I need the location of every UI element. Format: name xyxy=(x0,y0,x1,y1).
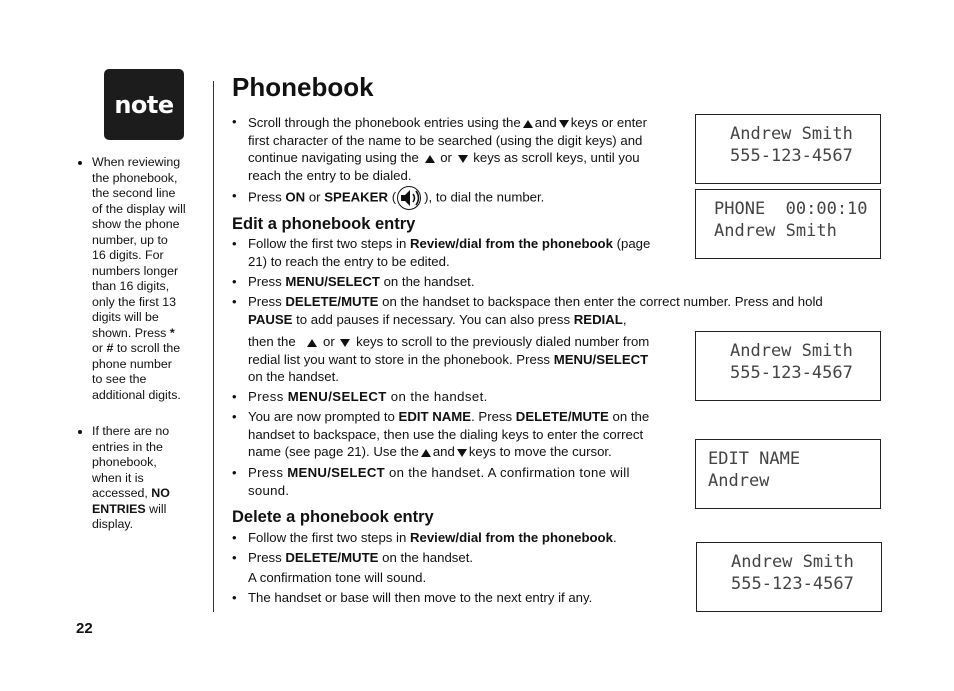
text: MENU/SELECT xyxy=(287,389,387,404)
sidebar-line: additional digits. xyxy=(92,387,181,402)
text: Follow the first two steps in xyxy=(248,530,407,545)
edit-bullet-3 xyxy=(248,293,888,328)
sidebar-line: than 16 digits, xyxy=(92,279,170,293)
edit-bullet-4 xyxy=(248,388,688,406)
text: first character of the name to be searched (using the digit keys) and xyxy=(248,132,643,148)
text: keys to move the cursor. xyxy=(468,444,612,459)
sidebar-line: display. xyxy=(92,517,134,531)
edit-bullet-2 xyxy=(248,273,688,291)
lcd-line: Andrew Smith xyxy=(730,341,853,361)
down-arrow-icon xyxy=(340,339,350,347)
text: ), to dial the number. xyxy=(424,189,545,205)
delete-bullet-3: The handset or base will then move to the next entry if any. xyxy=(248,590,593,605)
sidebar-note-2-text xyxy=(92,424,204,533)
text: Press xyxy=(248,274,282,289)
text: 21) to reach the entry to be edited. xyxy=(248,253,450,269)
up-arrow-icon xyxy=(425,155,435,163)
sidebar-or: or xyxy=(92,341,104,355)
sidebar-note-1 xyxy=(76,155,204,403)
sidebar-line: only the first 13 xyxy=(92,294,177,309)
delete-heading: Delete a phonebook entry xyxy=(232,508,434,526)
lcd-line: EDIT NAME xyxy=(708,449,801,469)
text: on the handset. xyxy=(390,389,488,404)
note-label: note xyxy=(114,90,174,119)
lcd-line: 555-123-4567 xyxy=(730,363,853,383)
text: ( xyxy=(391,189,397,205)
bullet-icon: • xyxy=(232,114,237,129)
sidebar-line: number, up to xyxy=(92,232,168,247)
page-number: 22 xyxy=(76,620,93,637)
lcd-line: Andrew Smith xyxy=(730,124,853,144)
sidebar-line: accessed, xyxy=(92,486,148,500)
sidebar-line: the second line xyxy=(92,186,176,200)
sidebar-line: will xyxy=(149,501,167,516)
text: on the handset. xyxy=(383,274,475,289)
text: (page xyxy=(616,236,651,251)
text: on the handset. xyxy=(248,369,339,384)
text: MENU/SELECT xyxy=(553,351,649,367)
text: reach the entry to be dialed. xyxy=(248,167,412,183)
sidebar-line: digits will be xyxy=(92,310,159,324)
bullet-icon: • xyxy=(232,590,237,605)
bullet-icon: • xyxy=(232,409,237,424)
lcd-line: Andrew xyxy=(708,471,770,491)
text: and xyxy=(432,444,455,459)
text: keys to scroll to the previously dialed number from xyxy=(356,334,650,349)
text: Press xyxy=(248,465,284,480)
hash-key: # xyxy=(106,341,114,355)
up-arrow-icon xyxy=(307,339,317,347)
lcd-line: 555-123-4567 xyxy=(731,574,854,594)
text: name (see page 21). Use the xyxy=(248,444,419,459)
edit-bullet-3-cont xyxy=(248,333,688,386)
up-arrow-icon xyxy=(523,120,533,128)
text: Review/dial from the phonebook xyxy=(409,530,613,545)
lcd-display-3 xyxy=(695,331,881,401)
text: keys or enter xyxy=(570,115,647,130)
edit-bullet-5 xyxy=(248,408,688,461)
sidebar-line: the phonebook, xyxy=(92,170,178,185)
text: , xyxy=(622,311,627,327)
text: and xyxy=(534,115,557,130)
page-title: Phonebook xyxy=(232,72,374,102)
text: to add pauses if necessary. You can also press xyxy=(296,311,571,327)
lcd-line: Andrew Smith xyxy=(714,221,837,241)
text: . xyxy=(612,530,617,545)
bullet-icon: • xyxy=(232,389,237,404)
text: Press xyxy=(248,294,282,309)
bullet-icon: • xyxy=(232,274,237,289)
sidebar-line: to scroll the xyxy=(116,341,181,355)
text: Scroll through the phonebook entries using the xyxy=(248,115,521,130)
text: or xyxy=(323,334,335,349)
sidebar-line: phonebook, xyxy=(92,455,157,469)
text: DELETE/MUTE xyxy=(515,409,609,424)
text: You are now prompted to xyxy=(248,409,395,424)
sidebar-line: numbers longer xyxy=(92,263,179,278)
sidebar-line: shown. Press xyxy=(92,325,167,340)
edit-bullet-6 xyxy=(248,464,688,499)
text: redial list you want to store in the phonebook. Press xyxy=(248,351,551,367)
intro-bullet-2 xyxy=(248,186,688,210)
lcd-line: 555-123-4567 xyxy=(730,146,853,166)
sidebar-line: of the display will xyxy=(92,201,186,216)
text: EDIT NAME xyxy=(398,409,472,424)
text: on the handset. A confirmation tone will xyxy=(388,465,630,480)
bullet-icon: • xyxy=(232,294,237,309)
lcd-line: PHONE 00:00:10 xyxy=(714,199,868,219)
text: MENU/SELECT xyxy=(285,274,380,289)
text: MENU/SELECT xyxy=(287,465,386,480)
text: Follow the first two steps in xyxy=(248,236,407,251)
sidebar-note-1-text xyxy=(92,155,204,403)
down-arrow-icon xyxy=(457,449,467,457)
no-entries-bold: NO xyxy=(151,486,170,500)
sidebar-line: when it is xyxy=(92,470,144,485)
text: Review/dial from the phonebook xyxy=(409,236,613,251)
sidebar-line: show the phone xyxy=(92,217,180,231)
text: . Press xyxy=(471,409,513,424)
no-entries-bold: ENTRIES xyxy=(92,501,146,516)
text: PAUSE xyxy=(248,311,293,327)
text: DELETE/MUTE xyxy=(285,294,379,309)
text: sound. xyxy=(248,482,290,498)
bullet-icon: • xyxy=(232,188,237,203)
sidebar-line: entries in the xyxy=(92,439,163,454)
text: then the xyxy=(248,334,296,349)
bullet-icon: • xyxy=(232,236,237,251)
lcd-display-2 xyxy=(695,189,881,259)
lcd-line: Andrew Smith xyxy=(731,552,854,572)
delete-bullet-2 xyxy=(248,549,688,567)
sidebar-line: When reviewing xyxy=(92,155,181,169)
speaker-key: SPEAKER xyxy=(324,189,389,205)
delete-bullet-1 xyxy=(248,529,688,547)
bullet-icon: • xyxy=(232,465,237,480)
star-key: * xyxy=(169,325,175,340)
lcd-display-5 xyxy=(696,542,882,612)
bullet-icon: • xyxy=(232,530,237,545)
delete-confirmation: A confirmation tone will sound. xyxy=(248,570,427,585)
sidebar-line: If there are no xyxy=(92,424,170,438)
text: or xyxy=(308,189,321,205)
sidebar-line: 16 digits. For xyxy=(92,248,164,262)
speaker-icon xyxy=(396,186,424,210)
text: Press xyxy=(248,389,284,404)
text: on the handset to backspace then enter the correct number. Press and hold xyxy=(382,294,823,309)
sidebar-line: phone number xyxy=(92,356,172,371)
sidebar-note-2 xyxy=(76,424,204,533)
sidebar-line: to see the xyxy=(92,372,147,386)
text: on the xyxy=(612,409,650,424)
note-badge xyxy=(104,69,184,140)
text: REDIAL xyxy=(573,311,623,327)
bullet-icon: • xyxy=(232,550,237,565)
intro-bullet-1 xyxy=(248,114,688,184)
on-key: ON xyxy=(285,189,306,205)
edit-bullet-1 xyxy=(248,235,688,270)
text: Press xyxy=(248,550,282,565)
text: or xyxy=(440,150,452,165)
edit-heading: Edit a phonebook entry xyxy=(232,215,416,233)
text: continue navigating using the xyxy=(248,150,419,165)
text: on the handset. xyxy=(382,550,474,565)
text: handset to backspace, then use the dialing keys to enter the correct xyxy=(248,426,644,442)
text: keys as scroll keys, until you xyxy=(473,150,640,165)
down-arrow-icon xyxy=(559,120,569,128)
up-arrow-icon xyxy=(421,449,431,457)
column-divider xyxy=(213,81,214,612)
lcd-display-1 xyxy=(695,114,881,184)
text: Press xyxy=(248,189,282,205)
down-arrow-icon xyxy=(458,155,468,163)
text: DELETE/MUTE xyxy=(285,550,379,565)
lcd-display-4 xyxy=(695,439,881,509)
